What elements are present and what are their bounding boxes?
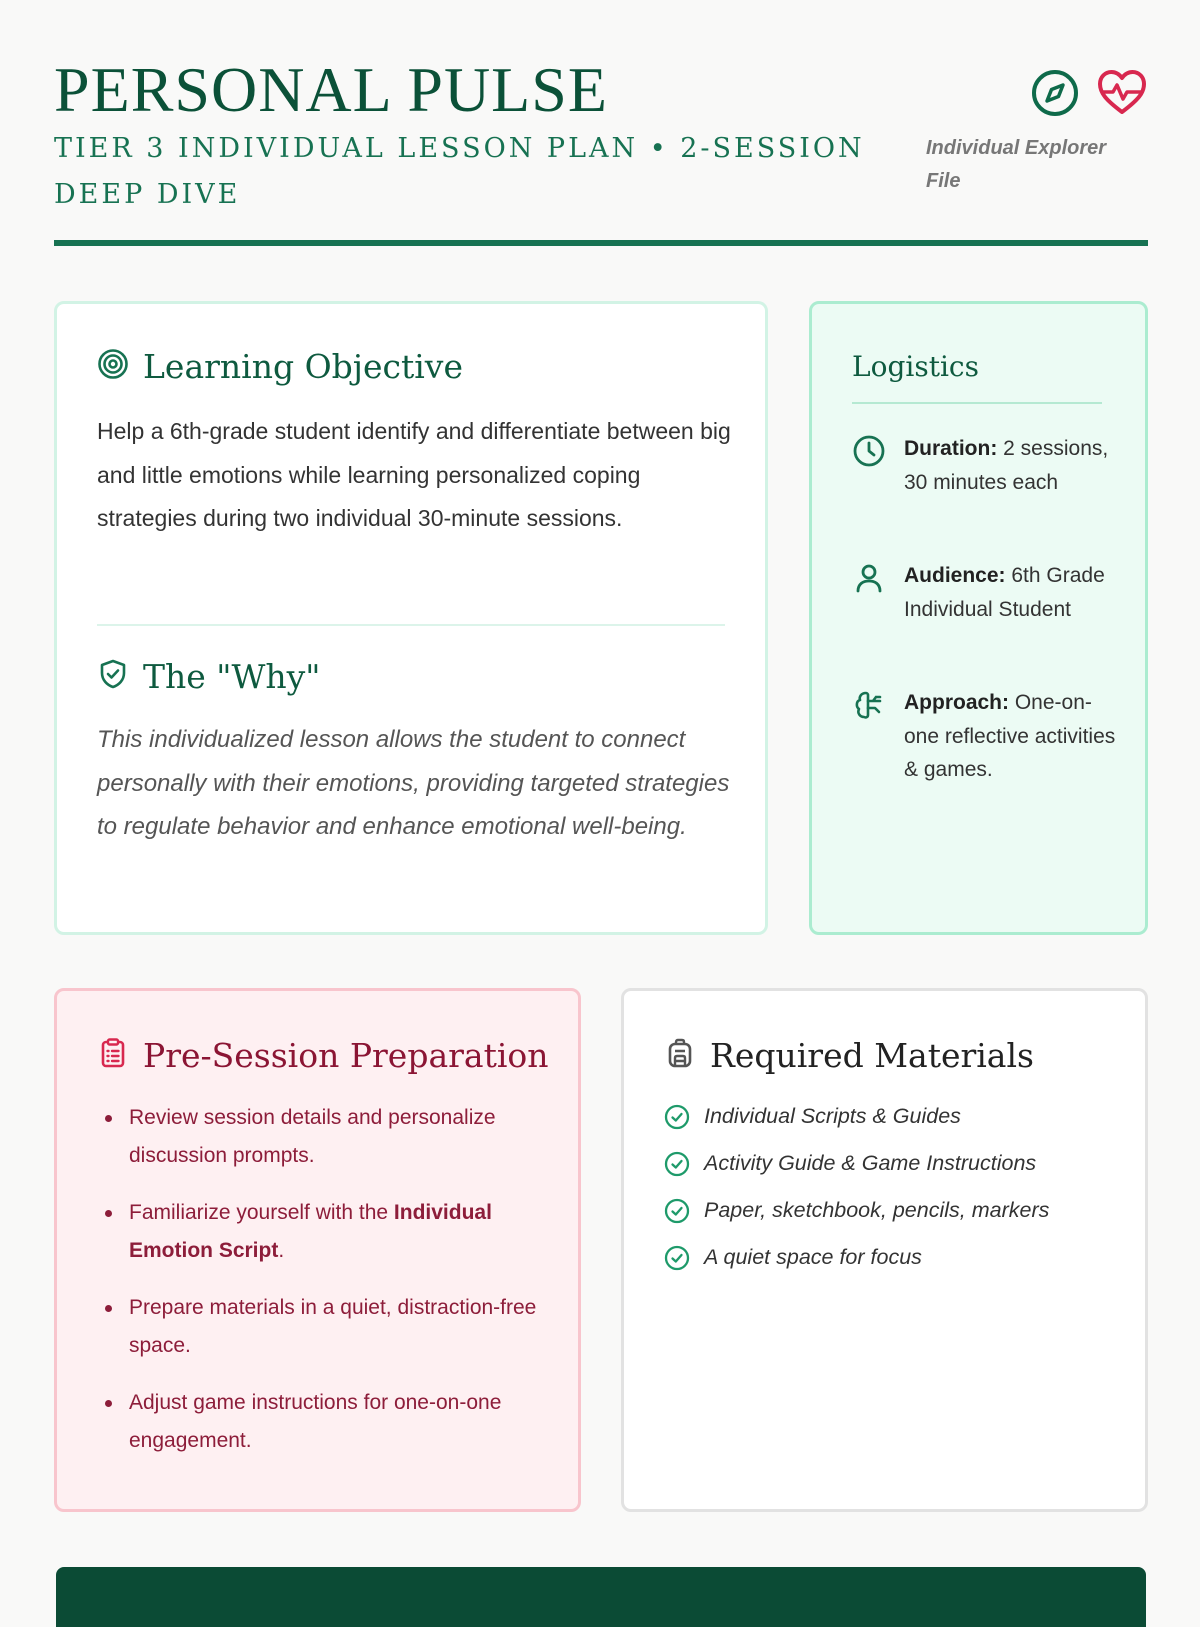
page-title: PERSONAL PULSE — [54, 54, 608, 125]
compass-icon — [1030, 68, 1080, 118]
check-circle-icon — [664, 1198, 690, 1224]
clipboard-icon — [97, 1037, 129, 1073]
materials-item-text: Paper, sketchbook, pencils, markers — [704, 1198, 1050, 1222]
explorer-line-2: File — [926, 170, 961, 192]
materials-item — [664, 1234, 1049, 1281]
backpack-icon — [664, 1037, 696, 1073]
check-circle-icon — [664, 1151, 690, 1177]
logistics-item-audience — [852, 559, 1122, 626]
prep-item-adjust-text: Adjust game instructions for one-on-one engagement. — [129, 1391, 502, 1452]
logistics-divider — [852, 402, 1102, 404]
why-text: This individualized lesson allows the student to connect personally with their emotions, providing targeted strategies to regulate behavior and enhance emotional well-being. — [97, 726, 730, 840]
objective-text: Help a 6th-grade student identify and differentiate between big and little emotions while learning personalized coping strategies during two individual 30-minute sessions. — [97, 418, 731, 531]
check-circle-icon — [664, 1245, 690, 1271]
prep-item-materials-text: Prepare materials in a quiet, distraction-free space. — [129, 1296, 537, 1357]
subtitle-line-2: DEEP DIVE — [54, 179, 241, 210]
logistics-duration-text — [904, 432, 1122, 499]
page-subtitle — [54, 126, 874, 218]
materials-item-text: Individual Scripts & Guides — [704, 1104, 961, 1128]
prep-heading: Pre-Session Preparation — [143, 1035, 549, 1075]
materials-header — [664, 1037, 1034, 1073]
user-icon — [852, 559, 886, 626]
prep-item-familiarize-script: Individual Emotion Script — [129, 1201, 492, 1262]
materials-card — [621, 988, 1148, 1512]
heart-pulse-icon — [1096, 68, 1148, 118]
logistics-audience-text — [904, 559, 1122, 626]
why-heading: The "Why" — [143, 656, 321, 696]
materials-item — [664, 1140, 1049, 1187]
objective-header — [97, 348, 463, 384]
prep-item-familiarize-before: Familiarize yourself with the — [129, 1201, 394, 1224]
logistics-heading: Logistics — [852, 350, 979, 383]
header — [54, 54, 1148, 248]
materials-list — [664, 1093, 1049, 1281]
brain-icon — [852, 686, 886, 787]
logistics-audience-value: 6th Grade Individual Student — [904, 564, 1105, 621]
logistics-approach-label: Approach: — [904, 691, 1009, 714]
shield-check-icon — [97, 658, 129, 694]
explorer-label — [926, 132, 1156, 198]
explorer-line-1: Individual Explorer — [926, 137, 1107, 159]
subtitle-line-1: TIER 3 INDIVIDUAL LESSON PLAN • 2-SESSION — [54, 133, 865, 164]
prep-item-review — [97, 1099, 537, 1175]
prep-list — [97, 1099, 537, 1479]
logistics-audience-label: Audience: — [904, 564, 1006, 587]
objective-heading: Learning Objective — [143, 346, 463, 386]
logistics-approach-text — [904, 686, 1122, 787]
prep-card — [54, 988, 581, 1512]
check-circle-icon — [664, 1104, 690, 1130]
logistics-card — [809, 301, 1148, 935]
prep-item-familiarize — [97, 1194, 537, 1270]
clock-icon — [852, 432, 886, 499]
objective-card — [54, 301, 768, 935]
materials-item-text: A quiet space for focus — [704, 1245, 922, 1269]
prep-header — [97, 1037, 549, 1073]
target-icon — [97, 348, 129, 384]
materials-heading: Required Materials — [710, 1035, 1034, 1075]
why-header — [97, 658, 320, 694]
header-icons — [1030, 68, 1148, 118]
materials-item — [664, 1187, 1049, 1234]
logistics-item-approach — [852, 686, 1122, 787]
prep-item-familiarize-after: . — [278, 1239, 285, 1262]
header-divider — [54, 240, 1148, 246]
prep-item-materials — [97, 1289, 537, 1365]
logistics-item-duration — [852, 432, 1122, 499]
logistics-duration-value: 2 sessions, 30 minutes each — [904, 437, 1109, 494]
prep-item-review-text: Review session details and personalize discussion prompts. — [129, 1106, 496, 1167]
footer-banner — [56, 1567, 1146, 1627]
materials-item-text: Activity Guide & Game Instructions — [704, 1151, 1037, 1175]
prep-item-adjust — [97, 1384, 537, 1460]
logistics-duration-label: Duration: — [904, 437, 998, 460]
objective-divider — [97, 624, 725, 626]
materials-item — [664, 1093, 1049, 1140]
logistics-approach-value: One-on-one reflective activities & games. — [904, 691, 1116, 781]
